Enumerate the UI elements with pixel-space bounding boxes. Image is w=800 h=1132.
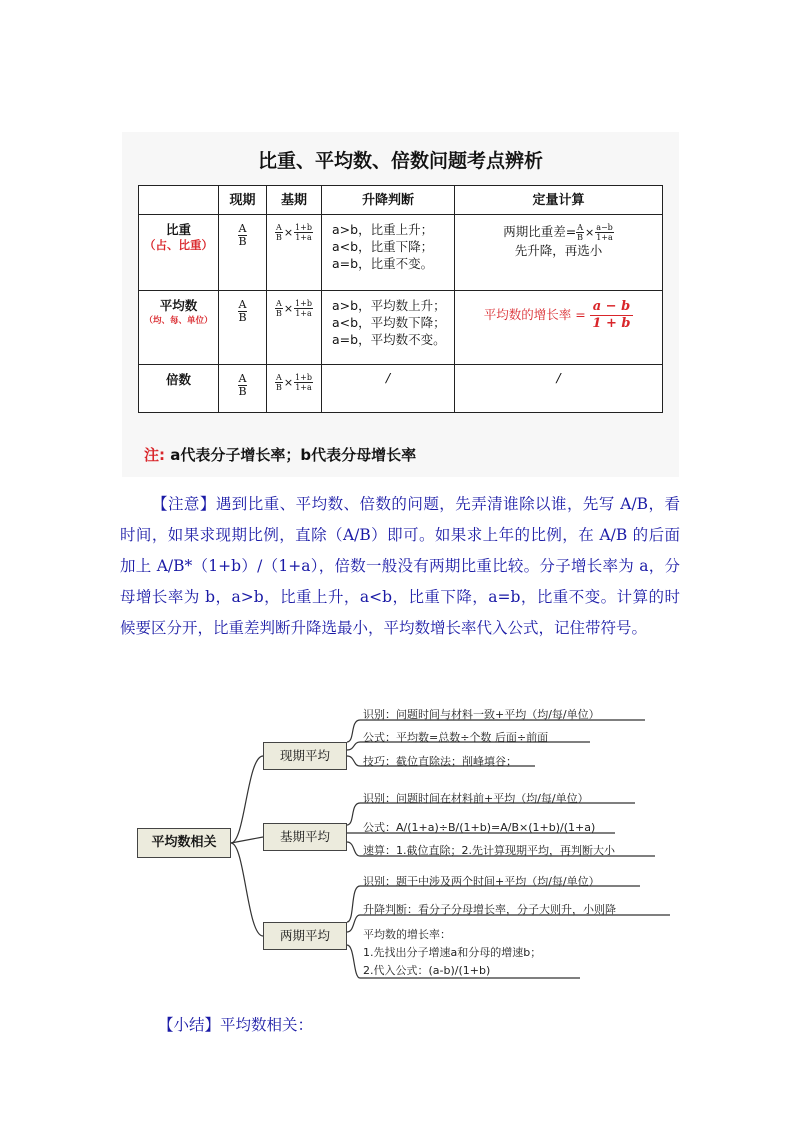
branch-node-current: 现期平均 <box>263 742 347 770</box>
fraction <box>275 299 283 318</box>
comparison-table <box>138 185 663 413</box>
calc-slash-cell: / <box>455 365 663 413</box>
row-label: 平均数 <box>159 298 198 313</box>
denominator: 1+a <box>295 383 312 392</box>
numerator: A <box>238 372 247 385</box>
table-row-proportion <box>139 215 663 291</box>
connector-root-current <box>231 756 263 843</box>
leaf-text: 公式：A/(1+a)÷B/(1+b)=A/B×(1+b)/(1+a) <box>363 821 596 834</box>
header-cell-judgment: 升降判断 <box>322 186 455 215</box>
judgment-cell <box>322 291 455 365</box>
judgment-line: a>b，平均数上升； <box>332 298 446 313</box>
denominator: 1+a <box>295 233 312 242</box>
judgment-cell <box>322 215 455 291</box>
row-label: 比重 <box>165 222 191 237</box>
growth-rate-fraction <box>590 299 633 332</box>
fraction <box>275 373 283 392</box>
summary-paragraph <box>158 1013 313 1035</box>
denominator: 1+a <box>596 233 613 242</box>
mindmap-figure <box>135 700 675 985</box>
header-cell-empty <box>139 186 219 215</box>
note-label: 注: <box>144 446 165 464</box>
times-sign: × <box>584 226 595 239</box>
denominator: B <box>275 383 282 392</box>
fraction <box>294 373 313 392</box>
denominator: B <box>238 385 247 398</box>
table-note <box>144 444 416 465</box>
numerator: A <box>577 223 583 232</box>
row-sublabel: （占、比重） <box>144 238 213 252</box>
connector-root-twoperiod <box>231 843 263 936</box>
denominator: B <box>275 309 282 318</box>
leaf-text: 1.先找出分子增速a和分母的增速b； <box>363 946 542 959</box>
numerator: A <box>276 223 282 232</box>
row-sublabel: （均、每、单位） <box>144 316 213 326</box>
root-node: 平均数相关 <box>137 828 231 858</box>
branch-node-two-period: 两期平均 <box>263 922 347 950</box>
denominator: B <box>275 233 282 242</box>
row-label-cell <box>139 365 219 413</box>
current-cell <box>219 291 267 365</box>
note-body: 遇到比重、平均数、倍数的问题，先弄清谁除以谁，先写 A/B，看时间，如果求现期比例，直除（A/B）即可。如果求上年的比例，在 A/B 的后面加上 A/B*（1+b）/（1+a），倍数一般没有两期比重比较。分子增长率为 a，分母增长率为 b，a>b，比重上升，a<b，比重下降，a=b，比重不变。计算的时候要区分开，比重差判断升降选最小，平均数增长率代入公式，记住带符号。 <box>120 495 680 637</box>
denominator: 1+a <box>295 309 312 318</box>
calc-line-2: 先升降，再选小 <box>514 243 603 258</box>
numerator: A <box>276 299 282 308</box>
row-label-cell <box>139 291 219 365</box>
summary-bracket: 【小结】 <box>158 1016 221 1034</box>
leaf-text: 平均数的增长率： <box>363 928 451 941</box>
calc-prefix: 两期比重差= <box>503 224 577 239</box>
leaf-text: 识别：问题时间在材料前+平均（均/每/单位） <box>363 792 589 805</box>
numerator: A <box>238 222 247 235</box>
current-cell <box>219 365 267 413</box>
header-cell-calc: 定量计算 <box>455 186 663 215</box>
fraction <box>294 299 313 318</box>
calc-cell <box>455 215 663 291</box>
fraction <box>595 223 614 242</box>
fraction <box>576 223 584 242</box>
numerator: A <box>238 298 247 311</box>
leaf-text: 技巧：截位直除法；削峰填谷； <box>363 755 517 768</box>
judgment-line: a<b，平均数下降； <box>332 315 446 330</box>
judgment-slash-cell: / <box>322 365 455 413</box>
denominator: B <box>238 235 247 248</box>
judgment-line: a>b，比重上升； <box>332 222 434 237</box>
numerator: 1+b <box>295 223 312 232</box>
times-sign: × <box>283 376 294 389</box>
row-label: 倍数 <box>165 372 191 387</box>
numerator: a−b <box>596 223 613 232</box>
judgment-line: a<b，比重下降； <box>332 239 434 254</box>
denominator: B <box>238 311 247 324</box>
leaf-text: 速算：1.截位直除；2.先计算现期平均，再判断大小 <box>363 844 615 857</box>
fraction <box>294 223 313 242</box>
calc-prefix: 平均数的增长率 = <box>483 307 586 322</box>
calc-line <box>455 299 662 332</box>
judgment-line: a=b，比重不变。 <box>332 256 434 271</box>
numerator: a − b <box>590 299 633 316</box>
base-cell <box>267 365 322 413</box>
leaf-text: 升降判断：看分子分母增长率，分子大则升，小则降 <box>363 903 616 916</box>
leaf-text: 识别：问题时间与材料一致+平均（均/每/单位） <box>363 708 600 721</box>
leaf-text: 2.代入公式：(a-b)/(1+b) <box>363 964 491 977</box>
header-cell-base: 基期 <box>267 186 322 215</box>
table-header-row <box>139 186 663 215</box>
table-title: 比重、平均数、倍数问题考点辨析 <box>257 150 543 172</box>
fraction <box>238 299 248 324</box>
table-row-average <box>139 291 663 365</box>
leaf-text: 识别：题干中涉及两个时间+平均（均/每/单位） <box>363 875 600 888</box>
branch-node-base: 基期平均 <box>263 823 347 851</box>
fraction <box>238 223 248 248</box>
comparison-table-figure <box>122 132 679 477</box>
fraction <box>238 373 248 398</box>
denominator: 1 + b <box>592 316 631 331</box>
fraction <box>275 223 283 242</box>
note-text: a代表分子增长率；b代表分母增长率 <box>170 446 417 464</box>
base-cell <box>267 215 322 291</box>
calc-cell <box>455 291 663 365</box>
summary-body: 平均数相关： <box>220 1016 314 1034</box>
judgment-line: a=b，平均数不变。 <box>332 332 446 347</box>
header-cell-current: 现期 <box>219 186 267 215</box>
numerator: 1+b <box>295 299 312 308</box>
table-row-multiple <box>139 365 663 413</box>
calc-line <box>455 223 662 242</box>
current-cell <box>219 215 267 291</box>
denominator: B <box>577 233 584 242</box>
row-label-cell <box>139 215 219 291</box>
numerator: A <box>276 373 282 382</box>
times-sign: × <box>283 302 294 315</box>
times-sign: × <box>283 226 294 239</box>
leaf-text: 公式：平均数=总数÷个数 后面÷前面 <box>363 731 549 744</box>
numerator: 1+b <box>295 373 312 382</box>
note-bracket: 【注意】 <box>152 495 216 513</box>
note-paragraph <box>120 489 680 644</box>
base-cell <box>267 291 322 365</box>
